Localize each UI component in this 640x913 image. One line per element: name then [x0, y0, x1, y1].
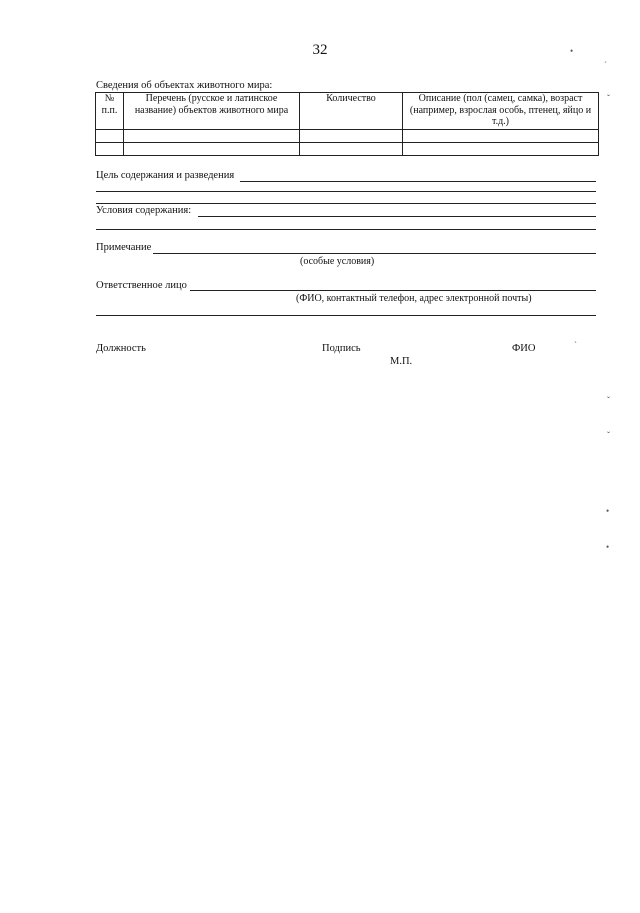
signature-label: Подпись — [322, 343, 361, 354]
note-label: Примечание — [96, 242, 152, 253]
conditions-label: Условия содержания: — [96, 205, 192, 216]
responsible-label: Ответственное лицо — [96, 280, 187, 291]
table-cell[interactable] — [403, 143, 599, 156]
scan-speck: ˋ — [574, 340, 577, 350]
purpose-label: Цель содержания и разведения — [96, 170, 235, 181]
table-cell[interactable] — [96, 143, 124, 156]
responsible-hint: (ФИО, контактный телефон, адрес электронной почты) — [296, 293, 532, 304]
scan-speck: • — [570, 46, 574, 56]
col-list: Перечень (русское и латинское название) объектов животного мира — [124, 93, 300, 130]
position-label: Должность — [96, 343, 146, 354]
col-number: № п.п. — [96, 93, 124, 130]
purpose-field-line-1[interactable] — [240, 181, 596, 182]
conditions-field-line-1[interactable] — [198, 216, 596, 217]
table-row — [96, 143, 599, 156]
note-hint: (особые условия) — [300, 256, 375, 267]
col-description: Описание (пол (самец, самка), возраст (например, взрослая особь, птенец, яйцо и т.д.) — [403, 93, 599, 130]
scan-speck: ˇ — [607, 395, 610, 405]
scan-speck: • — [606, 506, 610, 516]
responsible-field-line-2[interactable] — [96, 315, 596, 316]
table-cell[interactable] — [96, 130, 124, 143]
purpose-field-line-3[interactable] — [96, 203, 596, 204]
fauna-heading: Сведения об объектах животного мира: — [96, 80, 273, 91]
col-quantity: Количество — [300, 93, 403, 130]
name-label: ФИО — [512, 343, 536, 354]
scan-speck: • — [606, 542, 610, 552]
table-cell[interactable] — [300, 143, 403, 156]
table-cell[interactable] — [124, 130, 300, 143]
table-cell[interactable] — [403, 130, 599, 143]
responsible-field-line-1[interactable] — [190, 290, 596, 291]
note-field-line[interactable] — [153, 253, 596, 254]
scan-speck: ˊ — [604, 60, 607, 70]
conditions-field-line-2[interactable] — [96, 229, 596, 230]
fauna-table — [95, 92, 599, 156]
table-row — [96, 130, 599, 143]
stamp-label: М.П. — [390, 356, 413, 367]
page-number: 32 — [312, 42, 328, 58]
purpose-field-line-2[interactable] — [96, 191, 596, 192]
table-cell[interactable] — [300, 130, 403, 143]
fauna-table-header — [96, 93, 599, 130]
scan-speck: ˇ — [607, 93, 610, 103]
table-cell[interactable] — [124, 143, 300, 156]
scan-speck: ˇ — [607, 430, 610, 440]
